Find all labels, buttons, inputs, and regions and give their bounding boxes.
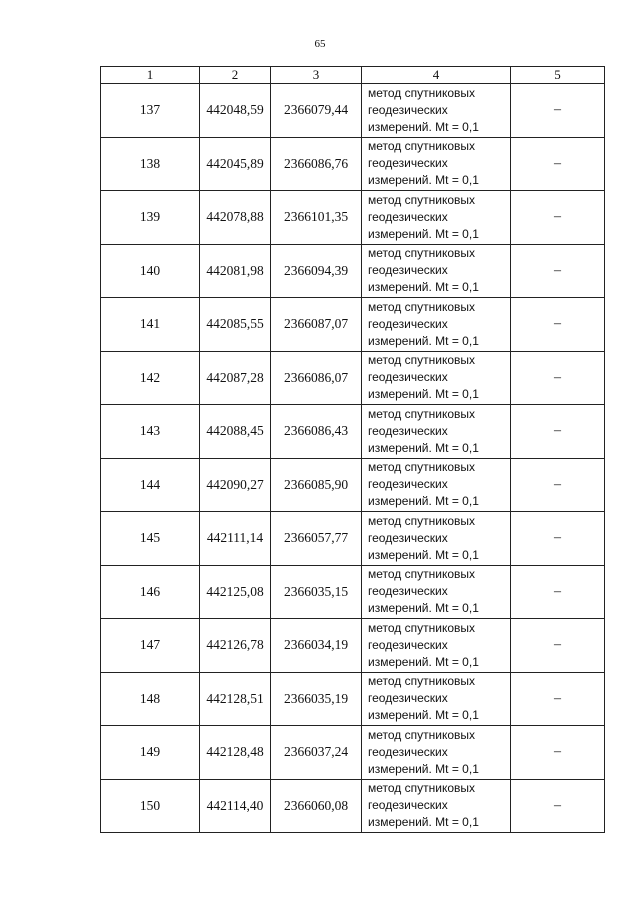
y-coordinate-cell: 2366035,19 [271, 672, 362, 726]
method-cell [362, 512, 511, 566]
column-5-cell: – [511, 565, 605, 619]
x-coordinate-cell: 442126,78 [200, 619, 271, 673]
column-header-4: 4 [362, 67, 511, 84]
method-text-line: метод спутниковых [368, 674, 476, 689]
method-cell [362, 244, 511, 298]
table-row [101, 619, 605, 673]
table-row [101, 298, 605, 352]
table-row [101, 565, 605, 619]
y-coordinate-cell: 2366085,90 [271, 458, 362, 512]
method-text-line: геодезических [368, 423, 448, 438]
method-text-line: геодезических [368, 263, 448, 278]
y-coordinate-cell: 2366087,07 [271, 298, 362, 352]
method-text-line: измерений. Mt = 0,1 [368, 815, 479, 830]
table-row [101, 191, 605, 245]
column-5-cell: – [511, 672, 605, 726]
method-cell [362, 565, 511, 619]
y-coordinate-cell: 2366086,43 [271, 405, 362, 459]
y-coordinate-cell: 2366086,76 [271, 137, 362, 191]
column-5-cell: – [511, 84, 605, 138]
column-5-cell: – [511, 191, 605, 245]
table-row [101, 244, 605, 298]
method-text-line: метод спутниковых [368, 353, 476, 368]
coordinates-table [100, 66, 605, 833]
point-number-cell: 139 [101, 191, 200, 245]
x-coordinate-cell: 442088,45 [200, 405, 271, 459]
method-cell [362, 779, 511, 833]
x-coordinate-cell: 442087,28 [200, 351, 271, 405]
x-coordinate-cell: 442090,27 [200, 458, 271, 512]
y-coordinate-cell: 2366034,19 [271, 619, 362, 673]
method-text-line: геодезических [368, 530, 448, 545]
column-5-cell: – [511, 405, 605, 459]
y-coordinate-cell: 2366037,24 [271, 726, 362, 780]
method-cell [362, 726, 511, 780]
method-cell [362, 298, 511, 352]
table-header-row [101, 67, 605, 84]
point-number-cell: 150 [101, 779, 200, 833]
method-text-line: метод спутниковых [368, 567, 476, 582]
method-text-line: метод спутниковых [368, 299, 476, 314]
method-text-line: геодезических [368, 798, 448, 813]
method-text-line: геодезических [368, 102, 448, 117]
method-text-line: измерений. Mt = 0,1 [368, 173, 479, 188]
column-5-cell: – [511, 619, 605, 673]
x-coordinate-cell: 442048,59 [200, 84, 271, 138]
table-row [101, 512, 605, 566]
table-row [101, 726, 605, 780]
point-number-cell: 149 [101, 726, 200, 780]
method-text-line: геодезических [368, 477, 448, 492]
column-5-cell: – [511, 298, 605, 352]
method-text-line: метод спутниковых [368, 246, 476, 261]
method-text-line: метод спутниковых [368, 781, 476, 796]
table-body [101, 84, 605, 833]
method-text-line: измерений. Mt = 0,1 [368, 226, 479, 241]
x-coordinate-cell: 442081,98 [200, 244, 271, 298]
point-number-cell: 146 [101, 565, 200, 619]
point-number-cell: 148 [101, 672, 200, 726]
x-coordinate-cell: 442128,48 [200, 726, 271, 780]
column-header-3: 3 [271, 67, 362, 84]
column-header-2: 2 [200, 67, 271, 84]
method-text-line: геодезических [368, 584, 448, 599]
method-text-line: измерений. Mt = 0,1 [368, 119, 479, 134]
column-5-cell: – [511, 351, 605, 405]
method-cell [362, 458, 511, 512]
column-header-5: 5 [511, 67, 605, 84]
method-text-line: геодезических [368, 744, 448, 759]
table-row [101, 405, 605, 459]
method-text-line: геодезических [368, 209, 448, 224]
point-number-cell: 137 [101, 84, 200, 138]
method-cell [362, 672, 511, 726]
y-coordinate-cell: 2366094,39 [271, 244, 362, 298]
column-5-cell: – [511, 137, 605, 191]
x-coordinate-cell: 442111,14 [200, 512, 271, 566]
method-text-line: метод спутниковых [368, 460, 476, 475]
method-cell [362, 619, 511, 673]
point-number-cell: 147 [101, 619, 200, 673]
point-number-cell: 138 [101, 137, 200, 191]
method-text-line: метод спутниковых [368, 620, 476, 635]
column-5-cell: – [511, 244, 605, 298]
method-text-line: измерений. Mt = 0,1 [368, 280, 479, 295]
x-coordinate-cell: 442078,88 [200, 191, 271, 245]
table-row [101, 84, 605, 138]
method-cell [362, 405, 511, 459]
method-text-line: геодезических [368, 156, 448, 171]
point-number-cell: 141 [101, 298, 200, 352]
column-5-cell: – [511, 726, 605, 780]
table-row [101, 351, 605, 405]
x-coordinate-cell: 442045,89 [200, 137, 271, 191]
method-text-line: геодезических [368, 370, 448, 385]
method-cell [362, 84, 511, 138]
method-text-line: геодезических [368, 637, 448, 652]
y-coordinate-cell: 2366101,35 [271, 191, 362, 245]
column-5-cell: – [511, 458, 605, 512]
y-coordinate-cell: 2366079,44 [271, 84, 362, 138]
table-row [101, 779, 605, 833]
method-text-line: геодезических [368, 691, 448, 706]
method-text-line: метод спутниковых [368, 85, 476, 100]
method-text-line: метод спутниковых [368, 513, 476, 528]
method-text-line: измерений. Mt = 0,1 [368, 440, 479, 455]
table-row [101, 458, 605, 512]
method-text-line: измерений. Mt = 0,1 [368, 708, 479, 723]
y-coordinate-cell: 2366057,77 [271, 512, 362, 566]
page-number: 65 [314, 38, 326, 50]
x-coordinate-cell: 442114,40 [200, 779, 271, 833]
method-text-line: измерений. Mt = 0,1 [368, 547, 479, 562]
x-coordinate-cell: 442125,08 [200, 565, 271, 619]
y-coordinate-cell: 2366086,07 [271, 351, 362, 405]
method-text-line: метод спутниковых [368, 139, 476, 154]
method-text-line: измерений. Mt = 0,1 [368, 333, 479, 348]
method-text-line: геодезических [368, 316, 448, 331]
x-coordinate-cell: 442128,51 [200, 672, 271, 726]
point-number-cell: 142 [101, 351, 200, 405]
point-number-cell: 144 [101, 458, 200, 512]
point-number-cell: 140 [101, 244, 200, 298]
method-text-line: метод спутниковых [368, 192, 476, 207]
method-text-line: измерений. Mt = 0,1 [368, 387, 479, 402]
column-5-cell: – [511, 512, 605, 566]
method-text-line: измерений. Mt = 0,1 [368, 654, 479, 669]
table-row [101, 672, 605, 726]
x-coordinate-cell: 442085,55 [200, 298, 271, 352]
method-text-line: измерений. Mt = 0,1 [368, 761, 479, 776]
y-coordinate-cell: 2366035,15 [271, 565, 362, 619]
column-header-1: 1 [101, 67, 200, 84]
point-number-cell: 145 [101, 512, 200, 566]
method-cell [362, 191, 511, 245]
point-number-cell: 143 [101, 405, 200, 459]
method-text-line: метод спутниковых [368, 727, 476, 742]
table-row [101, 137, 605, 191]
method-cell [362, 137, 511, 191]
column-5-cell: – [511, 779, 605, 833]
method-text-line: метод спутниковых [368, 406, 476, 421]
method-text-line: измерений. Mt = 0,1 [368, 494, 479, 509]
y-coordinate-cell: 2366060,08 [271, 779, 362, 833]
method-cell [362, 351, 511, 405]
method-text-line: измерений. Mt = 0,1 [368, 601, 479, 616]
